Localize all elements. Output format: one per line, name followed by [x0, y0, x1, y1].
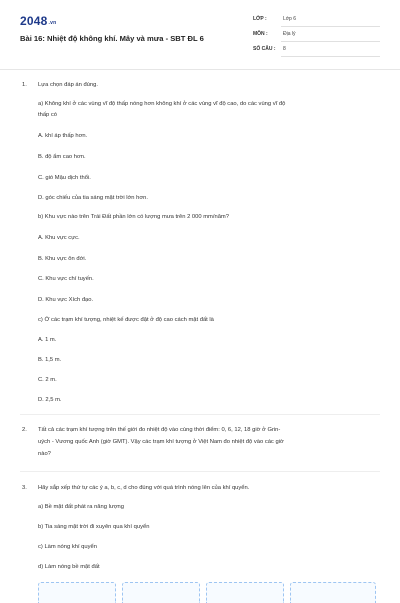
ordering-item-c[interactable]: c) Làm nóng khí quyển	[38, 544, 97, 550]
question-separator	[20, 414, 380, 415]
question-1a-text-line1: a) Không khí ở các vùng vĩ độ thấp nóng hơn không khí ở các vùng vĩ độ cao, do các vùng vĩ độ	[38, 101, 286, 107]
option-1b-c[interactable]: C. Khu vực chí tuyến.	[38, 276, 94, 282]
option-1a-b[interactable]: B. độ ẩm cao hơn.	[38, 154, 86, 160]
option-1b-b[interactable]: B. Khu vực ôn đới.	[38, 256, 87, 262]
meta-label-count: SỐ CÂU :	[253, 46, 276, 52]
header-divider	[0, 69, 400, 70]
meta-label-subject: MÔN :	[253, 31, 268, 37]
question-3-prompt: Hãy sắp xếp thứ tự các ý a, b, c, d cho đúng với quá trình nóng lên của khí quyển.	[38, 485, 250, 491]
meta-row-subject	[253, 29, 380, 44]
ordering-item-a[interactable]: a) Bề mặt đất phát ra năng lượng	[38, 504, 124, 510]
question-2-text-line3: nào?	[38, 451, 51, 457]
option-1c-d[interactable]: D. 2,5 m.	[38, 397, 62, 403]
question-separator	[20, 471, 380, 472]
question-1c-text: c) Ở các trạm khí tượng, nhiệt kế được đặt ở độ cao cách mặt đất là	[38, 317, 214, 323]
question-number-2: 2.	[22, 427, 27, 433]
ordering-answer-slots	[38, 582, 378, 602]
meta-label-class: LỚP :	[253, 16, 267, 22]
site-logo[interactable]	[20, 14, 56, 28]
meta-value-subject: Địa lý	[283, 31, 296, 37]
meta-value-count: 8	[283, 46, 286, 52]
question-1a-text-line2: thấp có	[38, 112, 58, 118]
option-1a-d[interactable]: D. góc chiếu của tia sáng mặt trời lớn hơn.	[38, 195, 149, 201]
option-1c-b[interactable]: B. 1,5 m.	[38, 357, 62, 363]
meta-underline	[281, 26, 380, 27]
option-1b-d[interactable]: D. Khu vực Xích đạo.	[38, 297, 94, 303]
question-1-prompt: Lựa chọn đáp án đúng.	[38, 82, 98, 88]
meta-value-class: Lớp 6	[283, 16, 297, 22]
option-1c-a[interactable]: A. 1 m.	[38, 337, 57, 343]
question-number-3: 3.	[22, 485, 27, 491]
question-2-text-line2: uých - Vương quốc Anh (giờ GMT). Vậy các trạm khí tượng ở Việt Nam đo nhiệt độ vào các giờ	[38, 439, 284, 445]
option-1c-c[interactable]: C. 2 m.	[38, 377, 57, 383]
question-2-text-line1: Tất cả các trạm khí tượng trên thế giới đo nhiệt độ vào cùng thời điểm: 0, 6, 12, 18 giờ ở Grin-	[38, 427, 281, 433]
worksheet-meta	[253, 14, 380, 59]
meta-underline	[281, 56, 380, 57]
option-1a-c[interactable]: C. gió Mậu dịch thổi.	[38, 175, 91, 181]
question-number-1: 1.	[22, 82, 27, 88]
option-1b-a[interactable]: A. Khu vực cực.	[38, 235, 80, 241]
worksheet-header	[20, 14, 380, 62]
option-1a-a[interactable]: A. khí áp thấp hơn.	[38, 133, 88, 139]
meta-underline	[281, 41, 380, 42]
question-1b-text: b) Khu vực nào trên Trái Đất phần lớn có lượng mưa trên 2 000 mm/năm?	[38, 214, 229, 220]
logo-suffix: .vn	[48, 20, 57, 26]
ordering-item-d[interactable]: d) Làm nóng bề mặt đất	[38, 564, 100, 570]
worksheet-title: Bài 16: Nhiệt độ không khí. Mây và mưa - SBT ĐL 6	[20, 34, 204, 43]
ordering-item-b[interactable]: b) Tia sáng mặt trời đi xuyên qua khí quyển	[38, 524, 150, 530]
logo-text: 2048	[20, 14, 48, 28]
meta-row-count	[253, 44, 380, 59]
meta-row-class	[253, 14, 380, 29]
